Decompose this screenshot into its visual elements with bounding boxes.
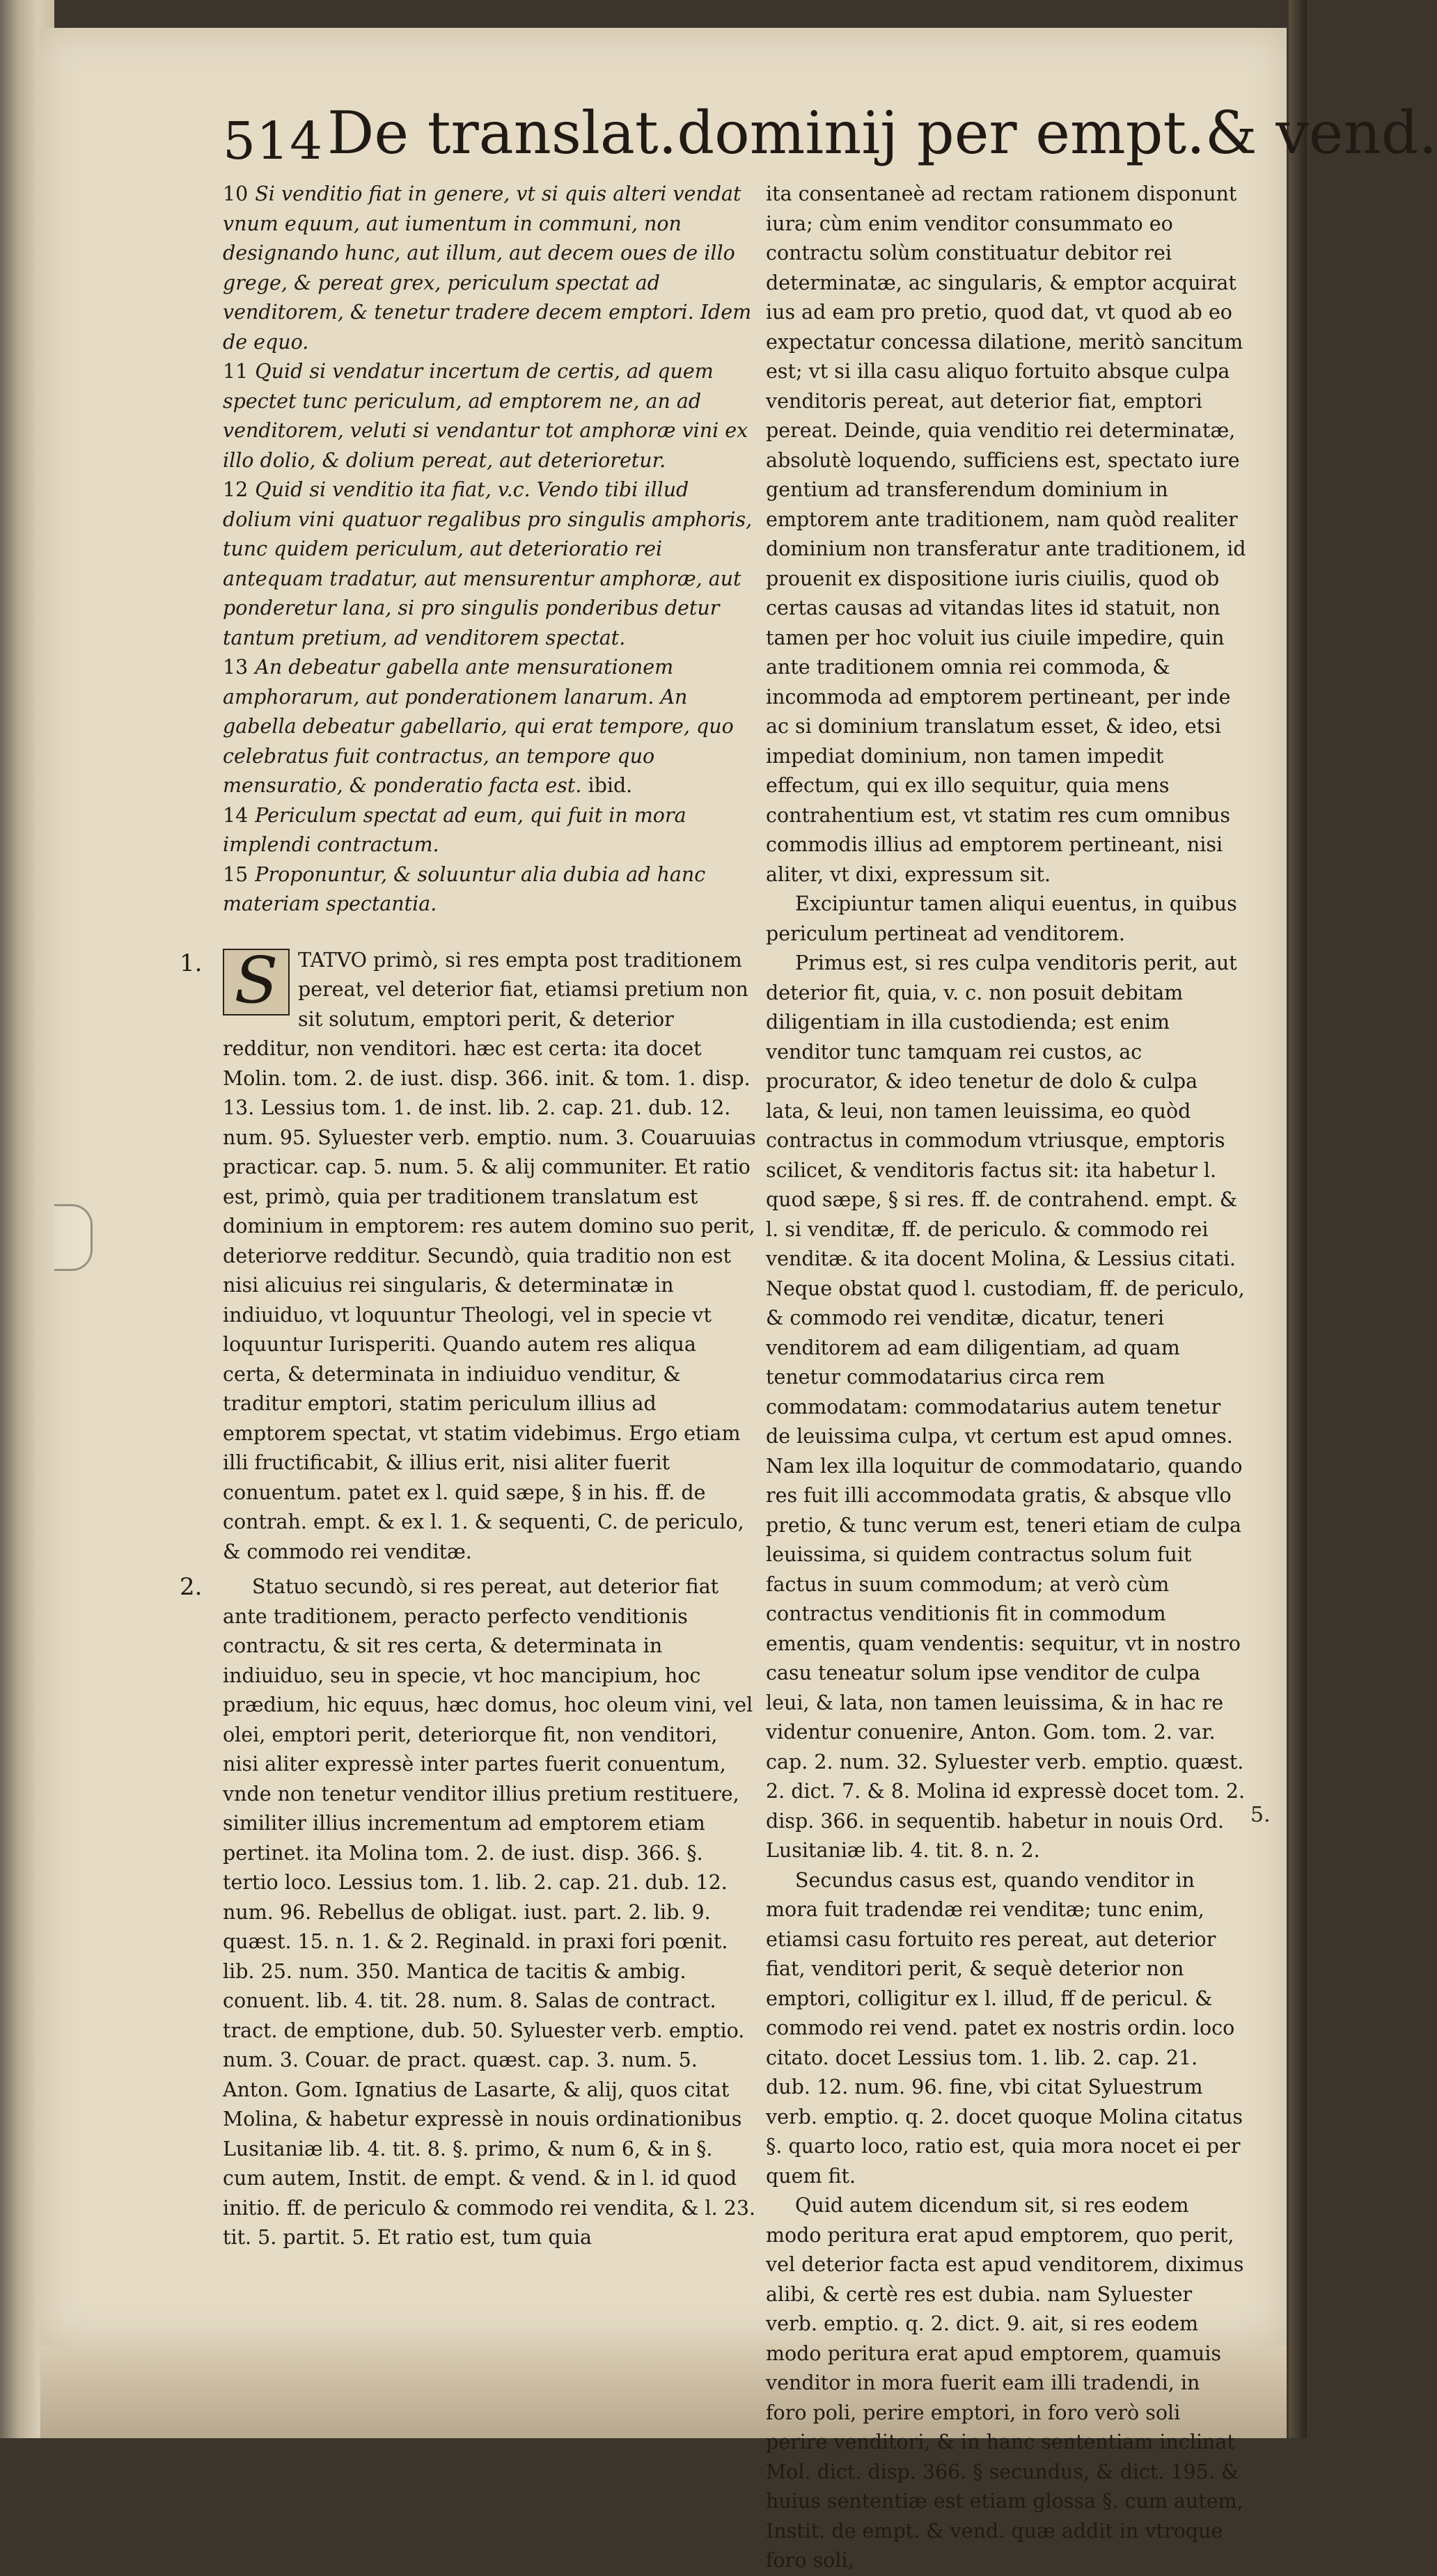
- paragraph: Primus est, si res culpa venditoris perit, aut deterior fit, quia, v. c. non posuit debitam diligentiam in illa custodienda; est enim venditor tunc tamquam rei custos, ac procurator, & ideo tenetur de dolo & culpa lata, & leui, non tamen leuissima, eo quòd contractus in commodum vtriusque, emptoris scilicet, & venditoris factus sit: ita habetur l. quod sæpe, § si res. ff. de contrahend. empt. & l. si venditæ, ff. de periculo. & commodo rei venditæ. & ita docent Molina, & Lessius citati. Neque obstat quod l. custodiam, ff. de periculo, & commodo rei venditæ, dicatur, teneri venditorem ad eam diligentiam, ad quam tenetur commodatarius circa rem commodatam: commodatarius autem tenetur de leuissima culpa, vt certum est apud omnes. Nam lex illa loquitur de commodatario, quando res fuit illi accommodata gratis, & absque vllo pretio, & tunc verum est, teneri etiam de culpa leuissima, si quidem contractus solum fuit factus in suum commodum; at verò cùm contractus venditionis fit in commodum ementis, quam vendentis: sequitur, vt in nostro casu teneatur solum ipse venditor de culpa leui, & lata, non tamen leuissima, & in hac re videntur conuenire, Anton. Gom. tom. 2. var. cap. 2. num. 32. Syluester verb. emptio. quæst. 2. dict. 7. & 8. Molina id expressè docet tom. 2. disp. 366. in sequentib. habetur in nouis Ord. Lusitaniæ lib. 4. tit. 8. n. 2.: [766, 951, 1246, 1862]
- page-number: 514: [223, 111, 324, 171]
- summary-number: 14: [223, 803, 249, 827]
- summary-text: Quid si venditio ita fiat, v.c. Vendo tibi illud dolium vini quatuor regalibus pro singulis amphoris, tunc quidem periculum, aut deterioratio rei antequam tradatur, aut mensurentur amphoræ, aut ponderetur lana, si pro singulis ponderibus detur tantum pretium, ad venditorem spectat.: [223, 478, 753, 649]
- summary-text: Quid si vendatur incertum de certis, ad quem spectet tunc periculum, ad emptorem ne, an ad venditorem, veluti si vendantur tot amphoræ vini ex illo dolio, & dolium pereat, aut deterioretur.: [223, 360, 748, 472]
- summary-list: [223, 180, 759, 919]
- section-1-text: [223, 942, 759, 1567]
- summary-item: [223, 180, 759, 357]
- book-edge-right: [1289, 0, 1307, 2438]
- summary-text: An debeatur gabella ante mensurationem amphorarum, aut ponderationem lanarum. An gabella debeatur gabellario, qui erat tempore, quo celebratus fuit contractus, an tempore quo mensuratio, & ponderatio facta est.: [223, 656, 734, 797]
- section-2: [180, 1572, 759, 2253]
- section-1: [180, 942, 759, 1567]
- summary-number: 11: [223, 360, 249, 383]
- summary-number: 13: [223, 656, 249, 679]
- summary-number: 15: [223, 862, 249, 886]
- summary-number: 10: [223, 182, 249, 205]
- summary-text: Proponuntur, & soluuntur alia dubia ad hanc materiam spectantia.: [223, 862, 706, 915]
- paragraph: Quid autem dicendum sit, si res eodem modo peritura erat apud emptorem, quo perit, vel deterior facta est apud venditorem, diximus alibi, & certè res est dubia. nam Syluester verb. emptio. q. 2. dict. 9. ait, si res eodem modo peritura erat apud emptorem, quamuis venditor in mora fuerit eam illi tradendi, in foro poli, perire emptori, in foro verò soli perire venditori, & in hanc sententiam inclinat Mol. dict. disp. 366. § secundus, & dict. 195. & huius sententiæ est etiam glossa §. cum autem, Instit. de empt. & vend. quæ addit in vtroque foro soli,: [766, 2194, 1244, 2572]
- page-clip: [54, 1204, 93, 1271]
- section-number: 1.: [180, 949, 203, 977]
- paragraph: Excipiuntur tamen aliqui euentus, in quibus periculum pertineat ad venditorem.: [766, 892, 1237, 945]
- drop-cap: [223, 942, 290, 1018]
- summary-item: [223, 860, 759, 919]
- paragraph: ita consentaneè ad rectam rationem disponunt iura; cùm enim venditor consummato eo contractu solùm constituatur debitor rei determinatæ, ac singularis, & emptor acquirat ius ad eam pro pretio, quod dat, vt quod ab eo expectatur concessa dilatione, meritò sancitum est; vt si illa casu aliquo fortuito absque culpa venditoris pereat, aut deterior fiat, emptori pereat. Deinde, quia venditio rei determinatæ, absolutè loquendo, sufficiens est, spectato iure gentium ad transferendum dominium in emptorem ante traditionem, nam quòd realiter dominium non transferatur ante traditionem, id prouenit ex dispositione iuris ciuilis, quod ob certas causas ad vitandas lites id statuit, non tamen per hoc voluit ius ciuile impedire, quin ante traditionem omnia rei commoda, & incommoda ad emptorem pertineant, per inde ac si dominium translatum esset, & ideo, etsi impediat dominium, non tamen impedit effectum, qui ex illo sequitur, quia mens contrahentium est, vt statim res cum omnibus commodis illius ad emptorem pertineant, nisi aliter, vt dixi, expressum sit.: [766, 182, 1246, 886]
- section-number: 2.: [180, 1573, 203, 1601]
- page-header: [223, 84, 1437, 188]
- summary-item: [223, 357, 759, 475]
- right-column: [766, 180, 1246, 2576]
- summary-item: [223, 801, 759, 860]
- paragraph: TATVO primò, si res empta post traditionem pereat, vel deterior fiat, etiamsi pretium non sit solutum, emptori perit, & deterior redditur, non venditori. hæc est certa: ita docet Molin. tom. 2. de iust. disp. 366. init. & tom. 1. disp. 13. Lessius tom. 1. de inst. lib. 2. cap. 21. dub. 12. num. 95. Syluester verb. emptio. num. 3. Couaruuias practicar. cap. 5. num. 5. & alij communiter. Et ratio est, primò, quia per traditionem translatum est dominium in emptorem: res autem domino suo perit, deteriorve redditur. Secundò, quia traditio non est nisi alicuius rei singularis, & determinatæ in indiuiduo, vt loquuntur Theologi, vel in specie vt loquuntur Iurisperiti. Quando autem res aliqua certa, & determinata in indiuiduo venditur, & traditur emptori, statim periculum illius ad emptorem spectat, vt statim videbimus. Ergo etiam illi fructificabit, & illius erit, nisi aliter fuerit conuentum. patet ex l. quid sæpe, § in his. ff. de contrah. empt. & ex l. 1. & sequenti, C. de periculo, & commodo rei venditæ.: [223, 948, 756, 1563]
- paragraph: Statuo secundò, si res pereat, aut deterior fiat ante traditionem, peracto perfecto venditionis contractu, & sit res certa, & determinata in indiuiduo, seu in specie, vt hoc mancipium, hoc prædium, hic equus, hæc domus, hoc oleum vini, vel olei, emptori perit, deteriorque fit, non venditori, nisi aliter expressè inter partes fuerit conuentum, vnde non tenetur venditor illius pretium restituere, similiter illius incrementum ad emptorem etiam pertinet. ita Molina tom. 2. de iust. disp. 366. §. tertio loco. Lessius tom. 1. lib. 2. cap. 21. dub. 12. num. 96. Rebellus de obligat. iust. part. 2. lib. 9. quæst. 15. n. 1. & 2. Reginald. in praxi fori pœnit. lib. 25. num. 350. Mantica de tacitis & ambig. conuent. lib. 4. tit. 28. num. 8. Salas de contract. tract. de emptione, dub. 50. Syluester verb. emptio. num. 3. Couar. de pract. quæst. cap. 3. num. 5. Anton. Gom. Ignatius de Lasarte, & alij, quos citat Molina, & habetur expressè in nouis ordinationibus Lusitaniæ lib. 4. tit. 8. §. primo, & num 6, & in §. cum autem, Instit. de empt. & vend. & in l. id quod initio. ff. de periculo & commodo rei vendita, & l. 23. tit. 5. partit. 5. Et ratio est, tum quia: [223, 1575, 756, 2249]
- paragraph: Secundus casus est, quando venditor in mora fuit tradendæ rei venditæ; tunc enim, etiamsi casu fortuito res pereat, aut deterior fiat, venditori perit, & sequè deterior non emptori, colligitur ex l. illud, ff de pericul. & commodo rei vend. patet ex nostris ordin. loco citato. docet Lessius tom. 1. lib. 2. cap. 21. dub. 12. num. 96. fine, vbi citat Syluestrum verb. emptio. q. 2. docet quoque Molina citatus §. quarto loco, ratio est, quia mora nocet ei per quem fit.: [766, 1868, 1243, 2188]
- summary-item: [223, 475, 759, 653]
- drop-cap-letter: S: [234, 942, 278, 1018]
- running-title: De translat.dominij per empt.& vend.: [327, 99, 1437, 167]
- summary-text: Si venditio fiat in genere, vt si quis alteri vendat vnum equum, aut iumentum in communi, non designando hunc, aut illum, aut decem oues de illo grege, & pereat grex, periculum spectat ad venditorem, & tenetur tradere decem emptori. Idem de equo.: [223, 182, 752, 354]
- summary-number: 12: [223, 478, 249, 501]
- summary-item: [223, 653, 759, 801]
- left-column: [180, 180, 759, 2253]
- summary-text: Periculum spectat ad eum, qui fuit in mora implendi contractum.: [223, 803, 686, 856]
- margin-section-mark: 5.: [1250, 1803, 1271, 1827]
- summary-ref: ibid.: [588, 774, 633, 797]
